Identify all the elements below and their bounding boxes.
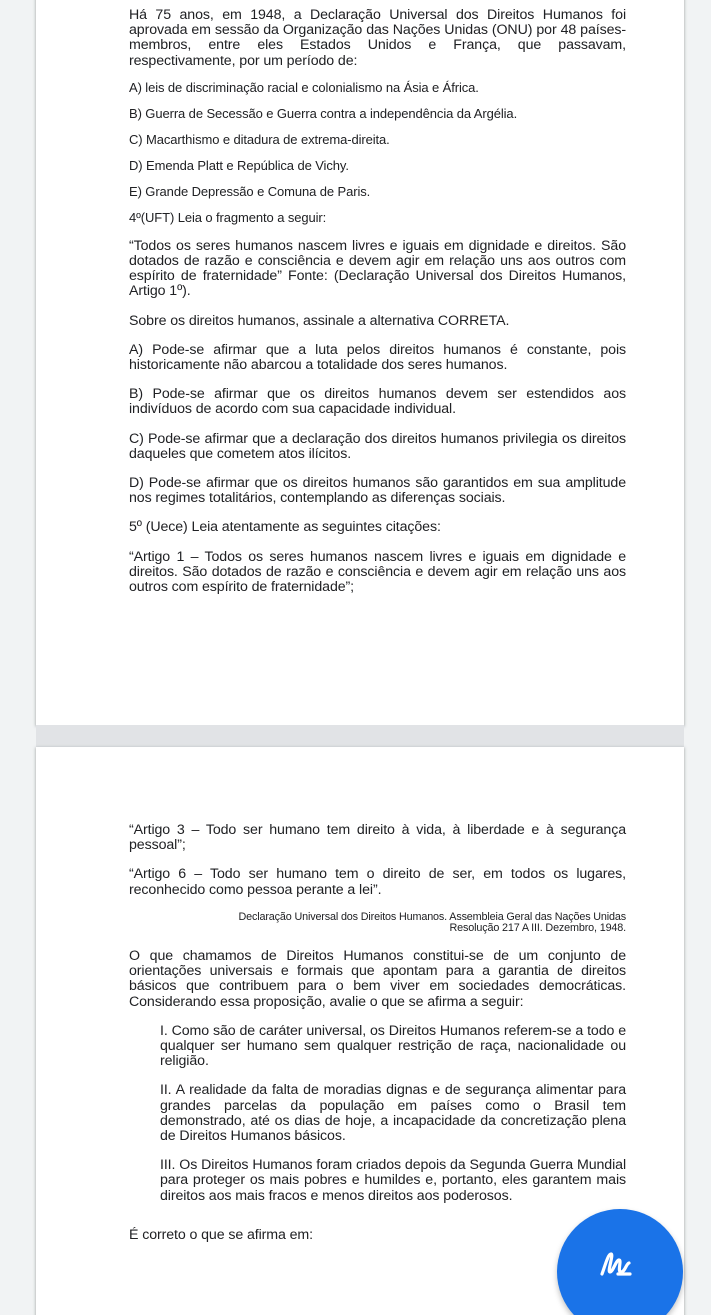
page-separator xyxy=(36,725,684,747)
q3-option-c: C) Macarthismo e ditadura de extrema-direita. xyxy=(129,131,390,147)
q4-option-c: C) Pode-se afirmar que a declaração dos direitos humanos privilegia os direitos daqueles que cometem atos ilícitos. xyxy=(129,430,626,462)
question-5-quote-art6: “Artigo 6 – Todo ser humano tem o direito de ser, em todos os lugares, reconhecido como pessoa perante a lei”. xyxy=(129,866,626,898)
question-5-statement: O que chamamos de Direitos Humanos constitui-se de um conjunto de orientações universais e formais que apontam para a garantia de direitos básicos que contribuem para o bem viver em sociedades democráticas. Considerando essa proposição, avalie o que se afirma a seguir: xyxy=(129,948,626,1010)
citation xyxy=(129,912,626,935)
q4-option-b: B) Pode-se afirmar que os direitos humanos devem ser estendidos aos indivíduos de acordo com sua capacidade individual. xyxy=(129,386,626,418)
q4-option-a: A) Pode-se afirmar que a luta pelos direitos humanos é constante, pois historicamente não abarcou a totalidade dos seres humanos. xyxy=(129,341,626,374)
q3-option-b: B) Guerra de Secessão e Guerra contra a independência da Argélia. xyxy=(129,105,518,121)
citation-line-1: Declaração Universal dos Direitos Humanos. Assembleia Geral das Nações Unidas xyxy=(238,910,626,923)
citation-line-2: Resolução 217 A III. Dezembro, 1948. xyxy=(449,922,626,935)
question-4-quote: “Todos os seres humanos nascem livres e iguais em dignidade e direitos. São dotados de razão e consciência e devem agir em relação uns aos outros com espírito de fraternidade” Fonte: (Declaração Universal dos Direitos Humanos, Artigo 1º). xyxy=(129,237,626,300)
question-4-prompt: Sobre os direitos humanos, assinale a alternativa CORRETA. xyxy=(129,312,510,329)
q3-option-e: E) Grande Depressão e Comuna de Paris. xyxy=(129,183,371,199)
q3-option-d: D) Emenda Platt e República de Vichy. xyxy=(129,157,349,173)
question-3-intro: Há 75 anos, em 1948, a Declaração Universal dos Direitos Humanos foi aprovada em sessão da Organização das Nações Unidas (ONU) por 48 países-membros, entre eles Estados Unidos e França, que passavam, respectivamente, por um período de: xyxy=(129,7,626,69)
page-2-content xyxy=(129,823,626,1243)
q4-option-d: D) Pode-se afirmar que os direitos humanos são garantidos em sua amplitude nos regimes totalitários, contemplando as diferenças sociais. xyxy=(129,475,626,507)
statement-item-1: I. Como são de caráter universal, os Direitos Humanos referem-se a todo e qualquer ser humano sem qualquer restrição de raça, nacionalidade ou religião. xyxy=(160,1022,626,1070)
question-5-header: 5º (Uece) Leia atentamente as seguintes citações: xyxy=(129,519,441,536)
question-5-closing: É correto o que se afirma em: xyxy=(129,1226,313,1243)
statement-item-3: III. Os Direitos Humanos foram criados depois da Segunda Guerra Mundial para proteger os mais pobres e humildes e, portanto, eles garantem mais direitos aos mais fracos e menos direitos aos poderosos. xyxy=(160,1157,626,1204)
signature-icon xyxy=(596,1244,636,1284)
question-4-header: 4º(UFT) Leia o fragmento a seguir: xyxy=(129,209,327,225)
q3-option-a: A) leis de discriminação racial e colonialismo na Ásia e África. xyxy=(129,79,479,95)
question-5-quote-art3: “Artigo 3 – Todo ser humano tem direito à vida, à liberdade e à segurança pessoal”; xyxy=(129,822,626,854)
question-5-quote-art1: “Artigo 1 – Todos os seres humanos nascem livres e iguais em dignidade e direitos. São dotados de razão e consciência e devem agir em relação uns aos outros com espírito de fraternidade”; xyxy=(129,548,626,596)
document-page-1 xyxy=(36,0,684,725)
statement-item-2: II. A realidade da falta de moradias dignas e de segurança alimentar para grandes parcelas da população em países como o Brasil tem demonstrado, até os dias de hoje, a incapacidade da concretização plena de Direitos Humanos básicos. xyxy=(160,1082,626,1145)
page-1-content xyxy=(129,8,626,595)
statement-items xyxy=(160,1024,626,1204)
